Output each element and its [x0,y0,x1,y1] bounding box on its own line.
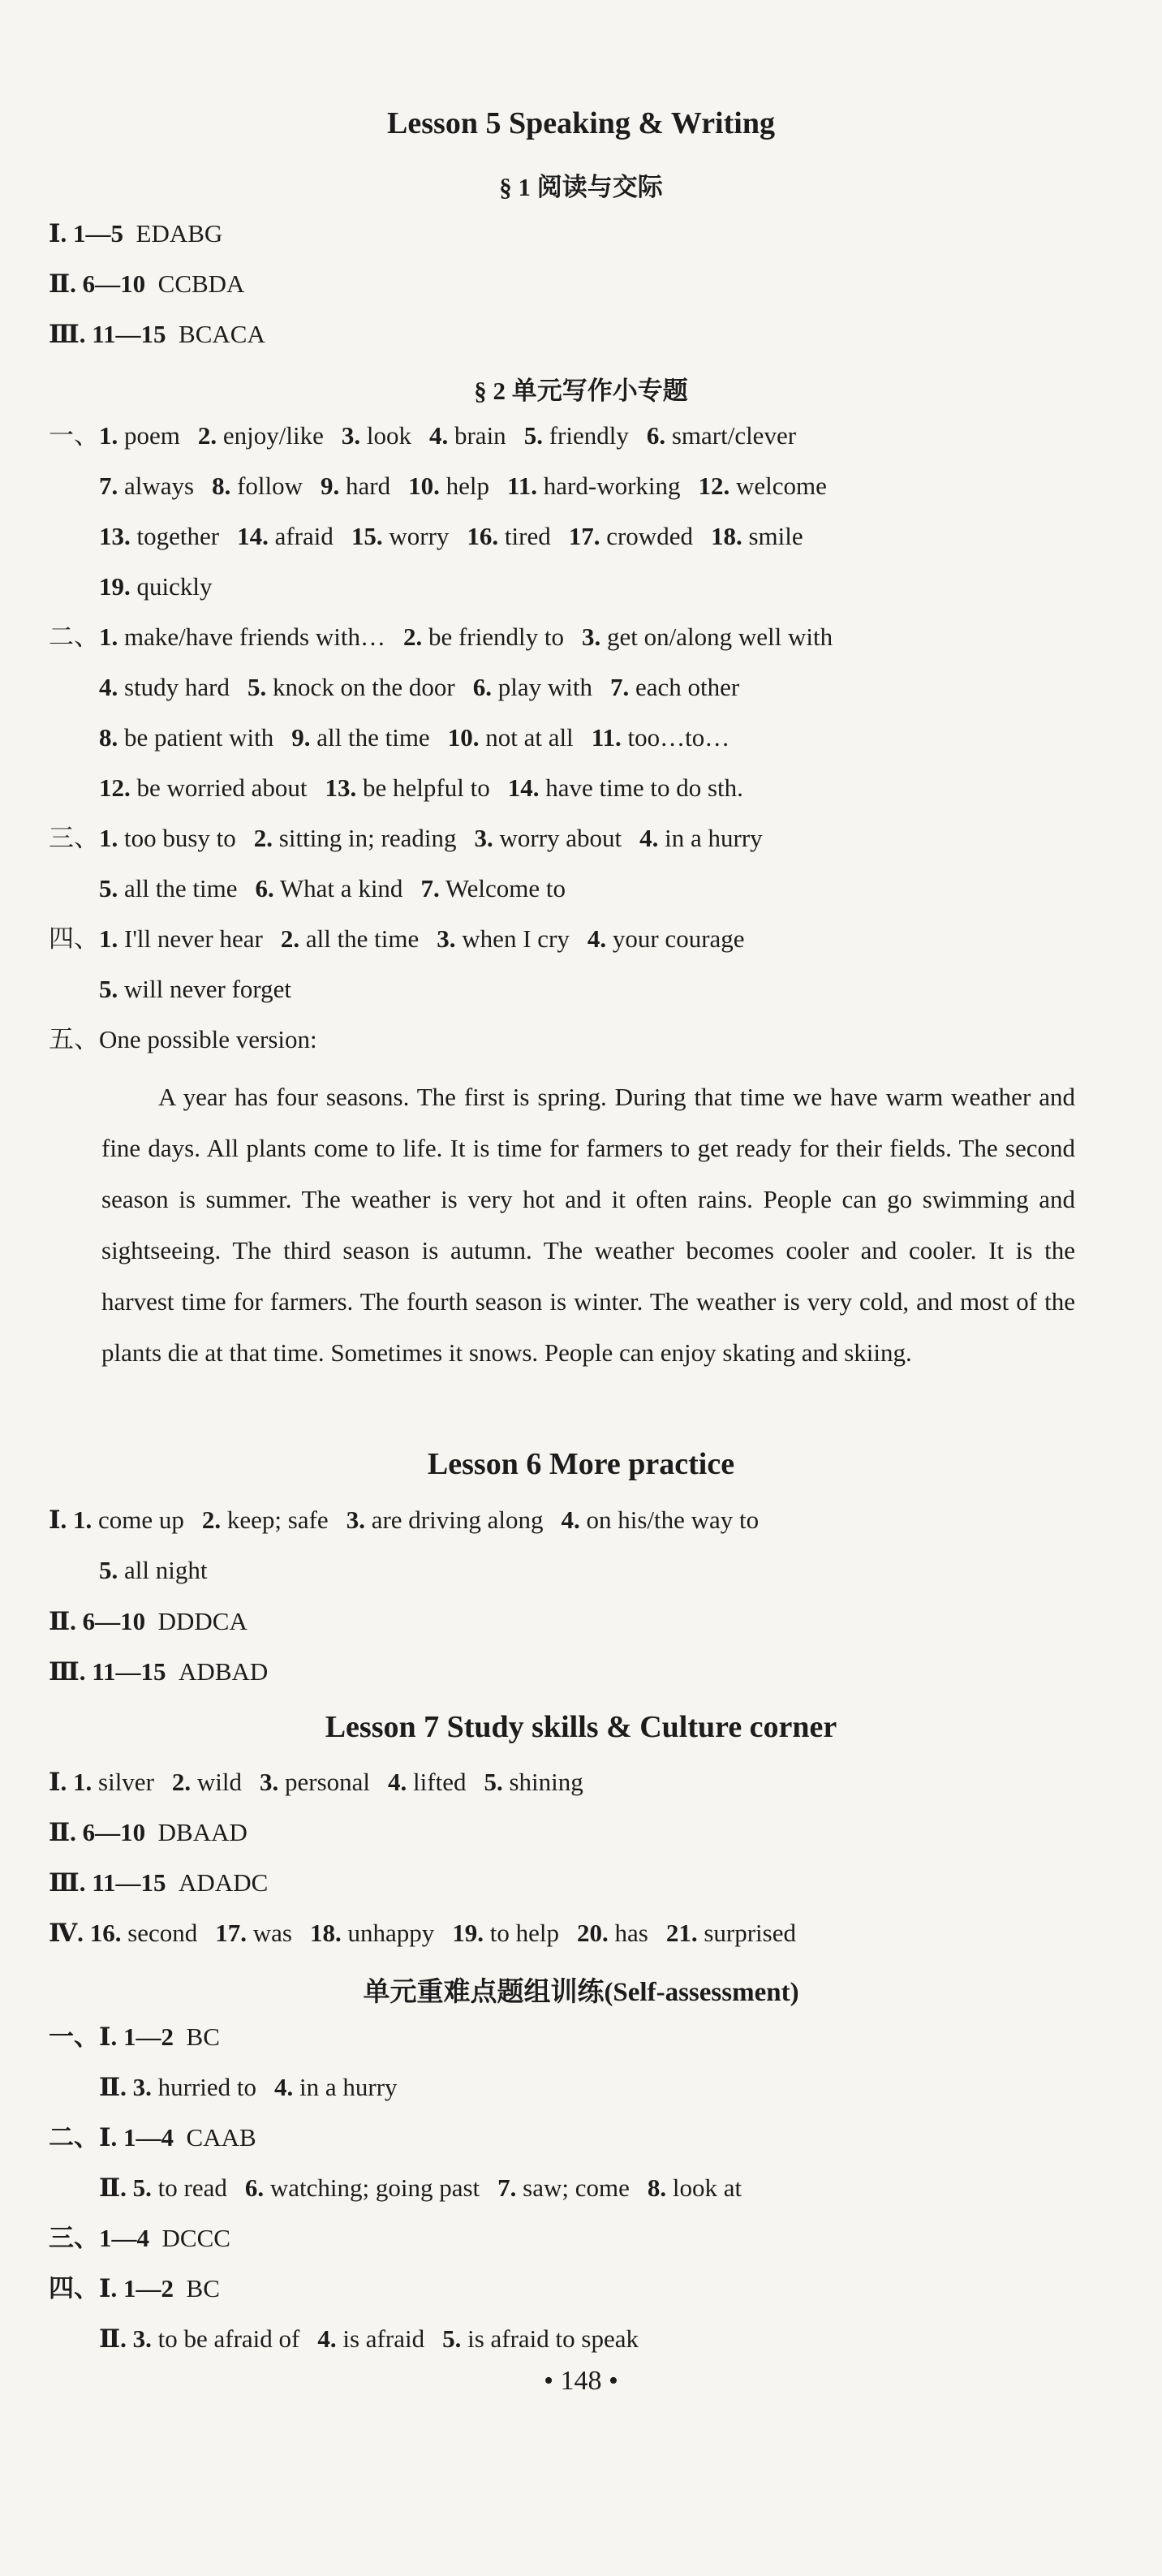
san-line-2: 5. all the time 6. What a kind 7. Welcome to [99,874,566,902]
er-line-4: 12. be worried about 13. be helpful to 14. have time to do sth. [99,773,743,802]
sec1-line-3: Ⅲ. 11—15 BCACA [49,320,265,348]
sec1-line-1: Ⅰ. 1—5 EDABG [49,219,223,248]
yi-line-4: 19. quickly [99,572,213,601]
er-line-2: 4. study hard 5. knock on the door 6. play with 7. each other [99,673,740,701]
er-line-1: 二、1. make/have friends with… 2. be friendly to 3. get on/along well with [49,622,833,651]
l6-i-line-1: Ⅰ. 1. come up 2. keep; safe 3. are driving along 4. on his/the way to [49,1506,760,1534]
si-line-2: 5. will never forget [99,975,292,1003]
er-line-3: 8. be patient with 9. all the time 10. not at all 11. too…to… [99,723,730,752]
yi-line-2: 7. always 8. follow 9. hard 10. help 11. hard-working 12. welcome [99,472,827,500]
l6-ii-line: Ⅱ. 6—10 DDDCA [49,1607,247,1635]
lesson5-sec2-title: § 2 单元写作小专题 [474,377,688,405]
review-line-1: 一、Ⅰ. 1—2 BC [49,2022,220,2051]
l7-iv-line: Ⅳ. 16. second 17. was 18. unhappy 19. to help 20. has 21. surprised [49,1919,796,1947]
review-line-3: 二、Ⅰ. 1—4 CAAB [49,2123,256,2152]
review-line-2: Ⅱ. 3. hurried to 4. in a hurry [99,2073,398,2101]
review-line-4: Ⅱ. 5. to read 6. watching; going past 7. saw; come 8. look at [99,2173,742,2202]
yi-line-1: 一、1. poem 2. enjoy/like 3. look 4. brain 5. friendly 6. smart/clever [49,421,797,450]
review-title: 单元重难点题组训练(Self-assessment) [363,1978,799,2007]
review-line-7: Ⅱ. 3. to be afraid of 4. is afraid 5. is afraid to speak [99,2324,639,2353]
l6-i-line-2: 5. all night [99,1556,208,1584]
lesson5-sec1-title: § 1 阅读与交际 [499,173,663,201]
si-line-1: 四、1. I'll never hear 2. all the time 3. when I cry 4. your courage [49,924,745,953]
sec1-line-2: Ⅱ. 6—10 CCBDA [49,269,245,298]
l7-ii-line: Ⅱ. 6—10 DBAAD [49,1818,247,1846]
l7-iii-line: Ⅲ. 11—15 ADADC [49,1868,269,1897]
lesson6-title: Lesson 6 More practice [427,1447,735,1481]
l7-i-line: Ⅰ. 1. silver 2. wild 3. personal 4. lifted 5. shining [49,1768,583,1796]
l6-iii-line: Ⅲ. 11—15 ADBAD [49,1657,269,1686]
sample-essay: A year has four seasons. The first is spring. During that time we have warm weather and fine days. All plants come to life. It is time for farmers to get ready for their fields. The second season is summer. The weather is very hot and it often rains. People can go swimming and sightseeing. The third season is autumn. The weather becomes cooler and cooler. It is the harvest time for farmers. The fourth season is winter. The weather is very cold, and most of the plants die at that time. Sometimes it snows. People can enjoy skating and skiing. [101,1083,1075,1367]
review-line-5: 三、1—4 DCCC [49,2224,230,2252]
lesson5-title: Lesson 5 Speaking & Writing [387,106,775,140]
lesson7-title: Lesson 7 Study skills & Culture corner [325,1710,837,1744]
page-number: • 148 • [544,2366,618,2396]
san-line-1: 三、1. too busy to 2. sitting in; reading 3. worry about 4. in a hurry [49,824,763,852]
yi-line-3: 13. together 14. afraid 15. worry 16. tired 17. crowded 18. smile [99,522,803,550]
review-line-6: 四、Ⅰ. 1—2 BC [49,2274,220,2302]
wu-label: 五、One possible version: [49,1025,317,1053]
